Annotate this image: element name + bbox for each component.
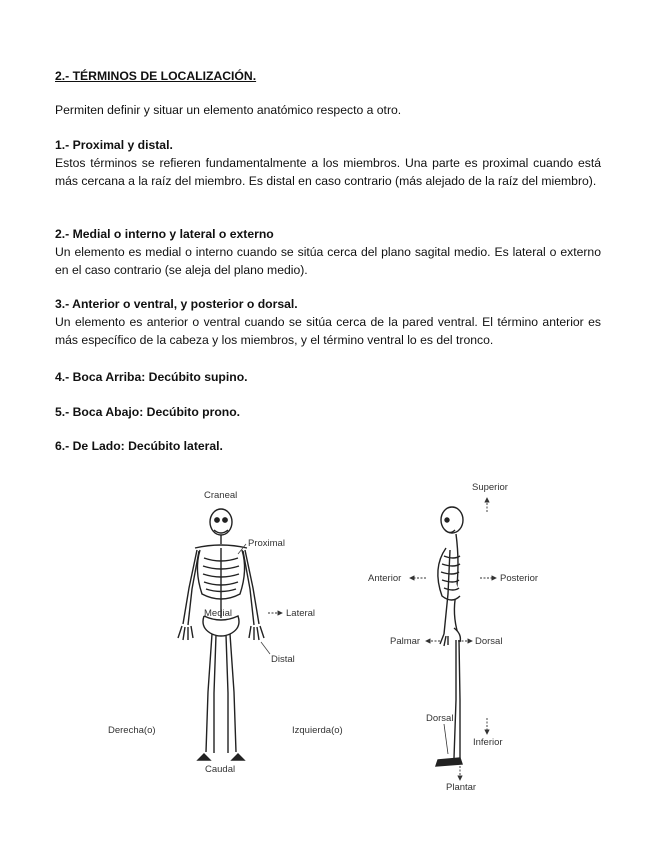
- section-anterior-posterior: [55, 295, 601, 349]
- label-dorsal-hand: Dorsal: [475, 636, 503, 647]
- section-decubito-prono: 5.- Boca Abajo: Decúbito prono.: [55, 405, 241, 419]
- label-dorsal-foot: Dorsal: [426, 713, 454, 724]
- label-distal: Distal: [271, 654, 295, 665]
- label-superior: Superior: [472, 482, 508, 493]
- section-heading: 1.- Proximal y distal.: [55, 138, 173, 152]
- label-inferior: Inferior: [473, 737, 503, 748]
- section-decubito-supino: 4.- Boca Arriba: Decúbito supino.: [55, 370, 248, 384]
- section-medial-lateral: [55, 225, 601, 279]
- front-skeleton-figure: [100, 478, 360, 788]
- label-craneal: Craneal: [204, 490, 238, 501]
- section-heading: 3.- Anterior o ventral, y posterior o dorsal.: [55, 297, 298, 311]
- label-plantar: Plantar: [446, 782, 477, 793]
- label-anterior: Anterior: [368, 573, 402, 584]
- intro-paragraph: Permiten definir y situar un elemento anatómico respecto a otro.: [55, 103, 402, 117]
- label-derecha: Derecha(o): [108, 725, 156, 736]
- dorsal-foot-pointer: [444, 724, 448, 754]
- label-lateral: Lateral: [286, 608, 316, 619]
- label-palmar: Palmar: [390, 636, 421, 647]
- section-proximal-distal: [55, 136, 601, 190]
- label-proximal: Proximal: [248, 538, 285, 549]
- skeleton-side-icon: [436, 507, 463, 766]
- distal-pointer: [261, 642, 270, 654]
- section-body: Estos términos se refieren fundamentalmente a los miembros. Una parte es proximal cuando está más cercana a la raíz del miembro. Es distal en caso contrario (más alejado de la raíz del miembro).: [55, 156, 601, 188]
- section-heading: 2.- Medial o interno y lateral o externo: [55, 227, 274, 241]
- label-izquierda: Izquierda(o): [292, 725, 343, 736]
- side-skeleton-figure: [360, 478, 560, 798]
- label-medial: Medial: [204, 608, 232, 619]
- label-posterior: Posterior: [500, 573, 539, 584]
- document-title: 2.- TÉRMINOS DE LOCALIZACIÓN.: [55, 69, 257, 83]
- section-body: Un elemento es medial o interno cuando se sitúa cerca del plano sagital medio. Es lateral o externo en el caso contrario (se aleja del plano medio).: [55, 245, 601, 277]
- section-decubito-lateral: 6.- De Lado: Decúbito lateral.: [55, 439, 223, 453]
- label-caudal: Caudal: [205, 764, 236, 775]
- section-body: Un elemento es anterior o ventral cuando se sitúa cerca de la pared ventral. El término anterior es más específico de la cabeza y los miembros, y el término ventral lo es del tronco.: [55, 315, 601, 347]
